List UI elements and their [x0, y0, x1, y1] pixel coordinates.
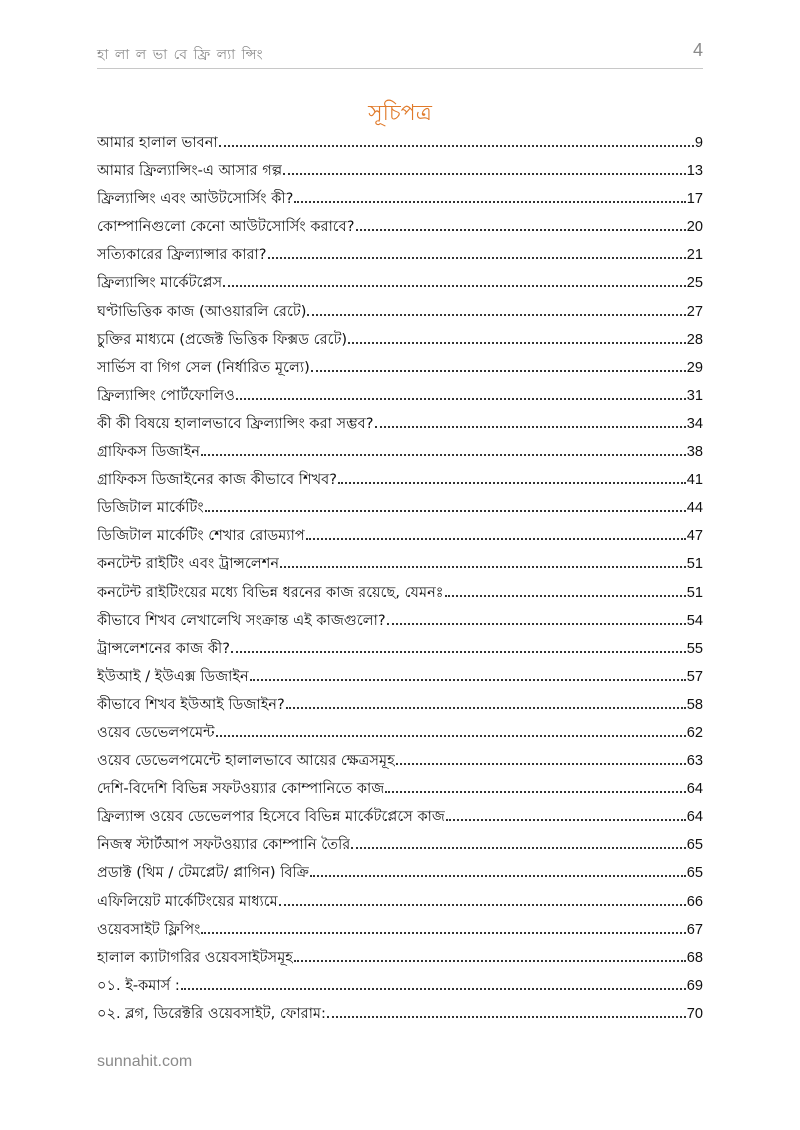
- toc-entry-label: ঘণ্টাভিত্তিক কাজ (আওয়ারলি রেটে): [97, 302, 307, 320]
- toc-entry-label: ০২. ব্লগ, ডিরেক্টরি ওয়েবসাইট, ফোরাম:: [97, 1004, 326, 1022]
- toc-entry[interactable]: [97, 691, 703, 719]
- toc-entry-label: ডিজিটাল মার্কেটিং: [97, 499, 204, 517]
- book-title: হা লা ল ভা বে ফ্রি ল্যা ন্সিং: [97, 47, 264, 63]
- toc-entry-label: গ্রাফিকস ডিজাইন: [97, 443, 201, 461]
- dot-leader: [250, 678, 686, 681]
- toc-entry-page: 63: [686, 753, 703, 770]
- toc-entry[interactable]: [97, 831, 703, 859]
- dot-leader: [311, 369, 686, 372]
- toc-entry-page: 51: [686, 556, 703, 573]
- toc-entry-label: ইউআই / ইউএক্স ডিজাইন: [97, 667, 249, 685]
- toc-entry[interactable]: [97, 185, 703, 213]
- toc-entry-label: কনটেন্ট রাইটিংয়ের মধ্যে বিভিন্ন ধরনের কাজ রয়েছে, যেমনঃ: [97, 583, 444, 601]
- toc-entry-page: 66: [686, 893, 703, 910]
- dot-leader: [279, 903, 686, 906]
- dot-leader: [351, 846, 685, 849]
- dot-leader: [201, 453, 686, 456]
- toc-entry[interactable]: [97, 269, 703, 297]
- toc-entry[interactable]: [97, 438, 703, 466]
- toc-entry-label: ওয়েব ডেভেলপমেন্ট: [97, 723, 215, 741]
- dot-leader: [201, 931, 685, 934]
- toc-entry-page: 27: [686, 303, 703, 320]
- toc-entry[interactable]: [97, 579, 703, 607]
- dot-leader: [445, 594, 686, 597]
- toc-entry-page: 29: [686, 359, 703, 376]
- toc-entry[interactable]: [97, 494, 703, 522]
- toc-entry-label: কী কী বিষয়ে হালালভাবে ফ্রিল্যান্সিং করা সম্ভব?: [97, 414, 374, 432]
- dot-leader: [385, 790, 685, 793]
- dot-leader: [310, 874, 686, 877]
- toc-entry-label: গ্রাফিকস ডিজাইনের কাজ কীভাবে শিখব?: [97, 471, 338, 489]
- toc-entry-page: 55: [686, 640, 703, 657]
- dot-leader: [387, 622, 686, 625]
- toc-entry[interactable]: [97, 129, 703, 157]
- toc-entry-page: 68: [686, 949, 703, 966]
- dot-leader: [280, 565, 686, 568]
- toc-entry-page: 57: [686, 668, 703, 685]
- toc-entry-page: 64: [686, 781, 703, 798]
- dot-leader: [338, 481, 686, 484]
- toc-entry-label: আমার হালাল ভাবনা: [97, 134, 218, 151]
- footer-site: sunnahit.com: [97, 1053, 193, 1070]
- toc-entry-label: ০১. ই-কমার্স :: [97, 976, 180, 994]
- toc-entry-page: 34: [686, 415, 703, 432]
- toc-entry-label: প্রডাক্ট (থিম / টেমপ্লেট/ প্লাগিন) বিক্রি: [97, 864, 309, 882]
- dot-leader: [236, 397, 686, 400]
- toc-entry[interactable]: [97, 298, 703, 326]
- dot-leader: [223, 284, 686, 287]
- dot-leader: [268, 256, 686, 259]
- dot-leader: [231, 650, 686, 653]
- toc-entry[interactable]: [97, 522, 703, 550]
- toc-entry[interactable]: [97, 747, 703, 775]
- toc-entry-page: 62: [686, 724, 703, 741]
- toc-entry[interactable]: [97, 410, 703, 438]
- toc-entry[interactable]: [97, 803, 703, 831]
- toc-entry-label: ওয়েব ডেভেলপমেন্টে হালালভাবে আয়ের ক্ষেত্রসমূহ: [97, 752, 395, 770]
- toc-entry[interactable]: [97, 213, 703, 241]
- toc-entry-label: কীভাবে শিখব লেখালেখি সংক্রান্ত এই কাজগুলো?: [97, 611, 386, 629]
- toc-entry-page: 64: [686, 809, 703, 826]
- toc-entry[interactable]: [97, 607, 703, 635]
- toc-entry-page: 65: [686, 865, 703, 882]
- toc-entry[interactable]: [97, 550, 703, 578]
- toc-entry-label: কোম্পানিগুলো কেনো আউটসোর্সিং করাবে?: [97, 218, 355, 236]
- dot-leader: [294, 959, 686, 962]
- toc-entry-page: 41: [686, 472, 703, 489]
- toc-entry-page: 44: [686, 500, 703, 517]
- toc-entry[interactable]: [97, 382, 703, 410]
- toc-entry-label: সত্যিকারের ফ্রিল্যান্সার কারা?: [97, 246, 267, 264]
- toc-entry-page: 20: [686, 219, 703, 236]
- toc-entry-label: কীভাবে শিখব ইউআই ডিজাইন?: [97, 695, 285, 713]
- dot-leader: [307, 313, 685, 316]
- toc-entry-label: ফ্রিল্যান্স ওয়েব ডেভেলপার হিসেবে বিভিন্ন মার্কেটপ্লেসে কাজ: [97, 808, 445, 826]
- table-of-contents: [97, 129, 703, 1028]
- dot-leader: [348, 341, 686, 344]
- dot-leader: [356, 228, 686, 231]
- toc-entry-page: 70: [686, 1005, 703, 1022]
- toc-entry-page: 13: [686, 163, 703, 180]
- toc-entry[interactable]: [97, 354, 703, 382]
- dot-leader: [446, 818, 686, 821]
- toc-entry-page: 58: [686, 696, 703, 713]
- toc-entry-label: ট্রান্সলেশনের কাজ কী?: [97, 639, 230, 657]
- dot-leader: [286, 706, 686, 709]
- toc-entry-label: হালাল ক্যাটাগরির ওয়েবসাইটসমূহ: [97, 948, 293, 966]
- dot-leader: [216, 734, 686, 737]
- toc-entry-page: 17: [686, 191, 703, 208]
- dot-leader: [396, 762, 686, 765]
- dot-leader: [205, 509, 686, 512]
- toc-entry-label: কনটেন্ট রাইটিং এবং ট্রান্সলেশন: [97, 555, 280, 573]
- toc-entry-page: 31: [686, 387, 703, 404]
- toc-entry-label: ফ্রিল্যান্সিং পোর্টফোলিও: [97, 386, 235, 404]
- toc-entry[interactable]: [97, 888, 703, 916]
- toc-entry-page: 28: [686, 331, 703, 348]
- dot-leader: [294, 200, 685, 203]
- toc-entry-label: চুক্তির মাধ্যমে (প্রজেক্ট ভিত্তিক ফিক্সড রেটে): [97, 330, 348, 348]
- toc-entry-label: এফিলিয়েট মার্কেটিংয়ের মাধ্যমে: [97, 892, 278, 910]
- toc-entry-label: ফ্রিল্যান্সিং এবং আউটসোর্সিং কী?: [97, 190, 294, 208]
- toc-entry[interactable]: [97, 916, 703, 944]
- toc-entry-label: সার্ভিস বা গিগ সেল (নির্ধারিত মূল্যে): [97, 358, 310, 376]
- toc-entry-label: ওয়েবসাইট ফ্লিপিং: [97, 920, 201, 938]
- toc-entry-page: 9: [694, 135, 703, 151]
- dot-leader: [283, 172, 686, 175]
- running-header: [97, 40, 703, 69]
- toc-entry[interactable]: [97, 663, 703, 691]
- toc-entry-label: দেশি-বিদেশি বিভিন্ন সফটওয়্যার কোম্পানিতে কাজ: [97, 780, 385, 798]
- toc-entry-label: ডিজিটাল মার্কেটিং শেখার রোডম্যাপ: [97, 527, 305, 545]
- toc-entry[interactable]: [97, 719, 703, 747]
- dot-leader: [181, 987, 686, 990]
- toc-entry-page: 47: [686, 528, 703, 545]
- page-number: 4: [692, 40, 703, 60]
- toc-entry[interactable]: [97, 775, 703, 803]
- toc-entry-page: 67: [686, 921, 703, 938]
- toc-heading: সূচিপত্র: [368, 101, 432, 126]
- toc-entry-page: 69: [686, 977, 703, 994]
- toc-entry-label: আমার ফ্রিল্যান্সিং-এ আসার গল্প: [97, 162, 283, 180]
- toc-entry-label: নিজস্ব স্টার্টআপ সফটওয়্যার কোম্পানি তৈরি: [97, 836, 351, 854]
- dot-leader: [375, 425, 686, 428]
- toc-entry-label: ফ্রিল্যান্সিং মার্কেটপ্লেস: [97, 274, 223, 292]
- toc-entry-page: 25: [686, 275, 703, 292]
- toc-entry[interactable]: [97, 157, 703, 185]
- toc-entry[interactable]: [97, 635, 703, 663]
- toc-entry-page: 38: [686, 444, 703, 461]
- dot-leader: [219, 144, 694, 147]
- toc-entry-page: 65: [686, 837, 703, 854]
- toc-entry-page: 54: [686, 612, 703, 629]
- dot-leader: [327, 1015, 686, 1018]
- toc-entry[interactable]: [97, 944, 703, 972]
- dot-leader: [306, 537, 686, 540]
- toc-entry[interactable]: [97, 466, 703, 494]
- toc-entry[interactable]: [97, 1000, 703, 1028]
- toc-entry[interactable]: [97, 241, 703, 269]
- toc-entry[interactable]: [97, 326, 703, 354]
- toc-entry[interactable]: [97, 972, 703, 1000]
- toc-entry[interactable]: [97, 859, 703, 887]
- toc-entry-page: 51: [686, 584, 703, 601]
- toc-entry-page: 21: [686, 247, 703, 264]
